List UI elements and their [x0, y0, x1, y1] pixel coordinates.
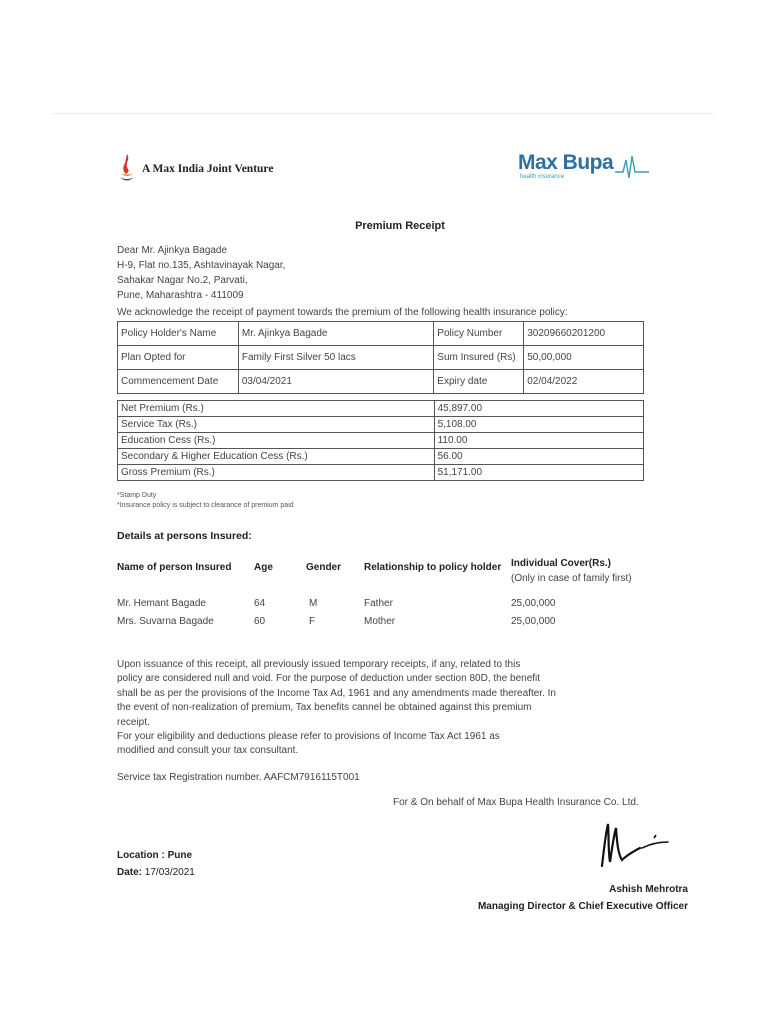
premium-label: Service Tax (Rs.)	[118, 417, 435, 433]
col-header-cover: Individual Cover(Rs.)	[511, 558, 612, 569]
brand-name: Max Bupa	[518, 151, 614, 174]
address-line: H-9, Flat no.135, Ashtavinayak Nagar,	[117, 260, 286, 271]
signature-image	[596, 818, 680, 874]
col-header-cover-note: (Only in case of family first)	[511, 573, 632, 584]
location-label: Location :	[117, 850, 165, 861]
insured-age: 60	[254, 616, 266, 627]
paragraph-line: Upon issuance of this receipt, all previously issued temporary receipts, if any, related to this	[117, 659, 521, 670]
date-label: Date:	[117, 867, 143, 878]
sum-insured-label: Sum Insured (Rs)	[434, 346, 524, 370]
commencement-value: 03/04/2021	[238, 370, 433, 394]
page-top-rule	[52, 113, 714, 114]
location-line	[117, 847, 195, 864]
page-title: Premium Receipt	[355, 220, 445, 232]
address-block	[117, 243, 285, 303]
insured-cover: 25,00,000	[511, 616, 556, 627]
table-row	[118, 322, 644, 346]
paragraph-line: shall be as per the provisions of the Income Tax Ad, 1961 and any amendments made thereafter. In	[117, 687, 556, 699]
policy-number-value: 30209660201200	[524, 322, 644, 346]
max-bupa-logo	[518, 151, 649, 180]
premium-label: Secondary & Higher Education Cess (Rs.)	[118, 449, 435, 465]
premium-value: 45,897.00	[434, 401, 643, 417]
stamp-duty-note: *Stamp Duty	[117, 492, 157, 499]
insured-age: 64	[254, 598, 266, 609]
signatory-name: Ashish Mehrotra	[609, 884, 688, 895]
insured-gender: F	[309, 616, 316, 627]
location-date-block	[117, 847, 195, 881]
col-header-relationship: Relationship to policy holder	[364, 562, 502, 573]
joint-venture-logo	[118, 152, 273, 186]
col-header-age: Age	[254, 562, 273, 573]
table-row	[118, 465, 644, 481]
policy-number-label: Policy Number	[434, 322, 524, 346]
flame-logo-icon	[118, 152, 136, 186]
plan-label: Plan Opted for	[118, 346, 239, 370]
paragraph-line: modified and consult your tax consultant.	[117, 745, 299, 757]
insured-cover: 25,00,000	[511, 598, 556, 609]
premium-label: Education Cess (Rs.)	[118, 433, 435, 449]
table-row	[118, 433, 644, 449]
insured-name: Mr. Hemant Bagade	[117, 598, 206, 609]
paragraph-line: receipt.	[117, 716, 150, 728]
insured-name: Mrs. Suvarna Bagade	[117, 616, 214, 627]
policy-holder-label: Policy Holder's Name	[118, 322, 239, 346]
table-row	[118, 401, 644, 417]
date-line	[117, 864, 195, 881]
commencement-label: Commencement Date	[118, 370, 239, 394]
table-row	[118, 417, 644, 433]
premium-value: 5,108.00	[434, 417, 643, 433]
col-header-name: Name of person Insured	[117, 562, 232, 573]
paragraph-line: policy are considered null and void. For the purpose of deduction under section 80D, the benefit	[117, 673, 541, 685]
address-line: Pune, Maharashtra - 411009	[117, 290, 244, 301]
plan-value: Family First Silver 50 lacs	[238, 346, 433, 370]
salutation: Dear Mr. Ajinkya Bagade	[117, 245, 228, 256]
location-value: Pune	[167, 850, 193, 861]
sum-insured-value: 50,00,000	[524, 346, 644, 370]
signatory-title: Managing Director & Chief Executive Officer	[477, 901, 688, 912]
table-row	[118, 370, 644, 394]
on-behalf-text: For & On behalf of Max Bupa Health Insurance Co. Ltd.	[393, 797, 639, 808]
footnotes	[117, 491, 294, 511]
clearance-note: *Insurance policy is subject to clearance of premium paid	[117, 502, 294, 509]
premium-value: 56.00	[434, 449, 643, 465]
address-line: Sahakar Nagar No.2, Parvati,	[117, 275, 248, 286]
terms-paragraph	[117, 658, 647, 759]
table-row	[118, 449, 644, 465]
signatory-block	[478, 881, 688, 915]
insured-relationship: Mother	[364, 616, 396, 627]
table-row	[118, 346, 644, 370]
expiry-value: 02/04/2022	[524, 370, 644, 394]
paragraph-line: For your eligibility and deductions please refer to provisions of Income Tax Act 1961 as	[117, 731, 500, 743]
expiry-label: Expiry date	[434, 370, 524, 394]
joint-venture-text: A Max India Joint Venture	[142, 163, 274, 175]
col-header-gender: Gender	[306, 562, 342, 573]
premium-value: 110.00	[434, 433, 643, 449]
premium-table	[117, 400, 644, 481]
date-value: 17/03/2021	[144, 867, 195, 878]
premium-label: Net Premium (Rs.)	[118, 401, 435, 417]
premium-label: Gross Premium (Rs.)	[118, 465, 435, 481]
heartbeat-icon	[615, 154, 649, 180]
service-tax-registration: Service tax Registration number. AAFCM7916115T001	[117, 772, 360, 783]
acknowledgement-text: We acknowledge the receipt of payment towards the premium of the following health insurance policy:	[117, 307, 568, 318]
premium-value: 51,171.00	[434, 465, 643, 481]
brand-tagline: health insurance	[520, 174, 565, 180]
policy-holder-value: Mr. Ajinkya Bagade	[238, 322, 433, 346]
paragraph-line: the event of non-realization of premium, Tax benefits cannel be obtained against this premium	[117, 702, 532, 714]
policy-table	[117, 321, 644, 394]
insured-relationship: Father	[364, 598, 393, 609]
insured-heading: Details at persons Insured:	[117, 530, 252, 542]
insured-gender: M	[309, 598, 318, 609]
